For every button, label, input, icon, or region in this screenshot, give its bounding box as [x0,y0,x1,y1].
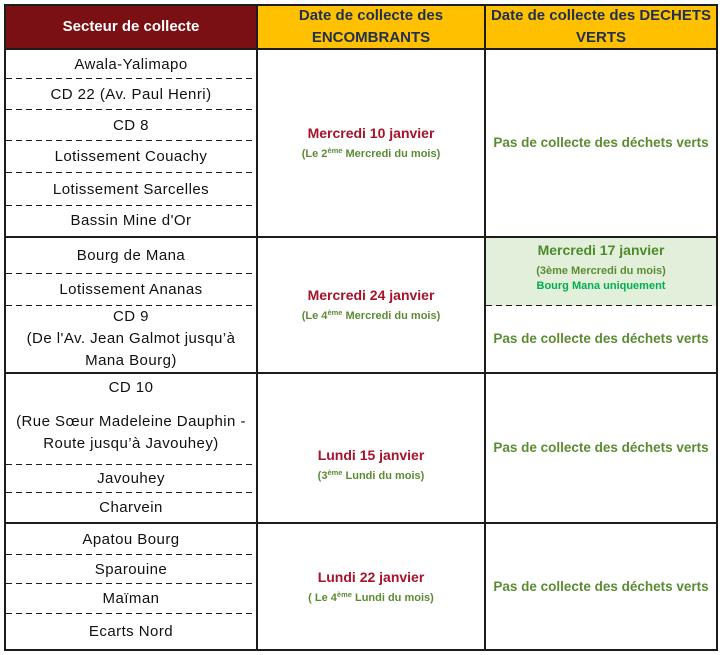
sector-cell [6,79,258,110]
sector-name: Sparouine [94,560,168,578]
sector-cell [6,141,258,173]
sector-name: Lotissement Couachy [54,148,208,165]
sector-cell [6,555,258,584]
ordinal-suffix: ème [327,146,343,155]
green-waste-cell [486,524,718,651]
header-green-waste-date [486,6,718,50]
bulky-date: Mercredi 24 janvier [307,287,435,303]
sector-cell [6,173,258,206]
note-prefix: ( Le 4 [308,591,337,604]
header-green-line: VERTS [575,29,626,46]
note-suffix: Mercredi du mois) [342,148,441,160]
sector-name: Apatou Bourg [82,530,180,548]
note-suffix: Lundi du mois) [351,591,434,604]
ordinal-suffix: ème [327,308,343,317]
sector-name: Bassin Mine d'Or [70,212,192,229]
header-sector [6,6,258,50]
header-sector-label: Secteur de collecte [62,18,200,35]
sector-name: Lotissement Sarcelles [52,180,210,198]
note-suffix: Mercredi du mois) [342,310,441,322]
sector-cell [6,614,258,651]
sector-name: CD 8 [113,116,149,134]
bulky-date-cell [258,238,486,374]
note-prefix: (Le 4 [301,310,328,322]
green-waste-cell [486,306,718,374]
green-waste-cell [486,374,718,524]
sector-cell [6,274,258,306]
bulky-date-note [318,469,425,483]
note-prefix: (Le 2 [301,148,328,160]
bulky-date-cell [258,374,486,524]
sector-name: Bourg de Mana [76,247,186,264]
bulky-date-note [308,591,434,605]
sector-name: Lotissement Ananas [59,281,203,298]
bulky-date: Lundi 22 janvier [317,568,425,585]
bulky-date-note [302,309,441,323]
bulky-date: Lundi 15 janvier [317,447,425,463]
header-bulky-date [258,6,486,50]
ordinal-suffix: ème [327,468,343,477]
sector-name-line: Mana Bourg) [85,352,177,369]
header-bulky-line: Date de collecte des [298,7,444,24]
bulky-date-cell [258,50,486,238]
sector-cell [6,50,258,79]
bulky-date: Mercredi 10 janvier [307,125,435,141]
sector-name-line: (De l'Av. Jean Galmot jusqu’à [26,330,236,347]
green-waste-cell [486,50,718,238]
ordinal-suffix: ème [336,589,352,599]
sector-name-line: CD 10 [108,378,154,396]
no-green-waste-text: Pas de collecte des déchets verts [493,331,709,346]
sector-name-line: CD 9 [113,308,149,325]
sector-cell [6,524,258,555]
bulky-date-cell [258,524,486,651]
note-suffix: Lundi du mois) [342,470,425,482]
green-waste-scope: Bourg Mana uniquement [536,279,666,292]
no-green-waste-text: Pas de collecte des déchets verts [493,440,709,455]
sector-name-line: Route jusqu’à Javouhey) [43,434,219,452]
note-prefix: (3 [317,470,328,482]
sector-name: Awala-Yalimapo [74,55,188,73]
sector-cell [6,493,258,524]
bulky-date-note [302,147,441,161]
sector-cell [6,206,258,238]
green-waste-note: (3ème Mercredi du mois) [536,264,666,277]
no-green-waste-text: Pas de collecte des déchets verts [493,578,709,594]
no-green-waste-text: Pas de collecte des déchets verts [493,135,709,150]
sector-name: Javouhey [97,470,165,487]
green-waste-date: Mercredi 17 janvier [537,241,665,258]
sector-cell [6,465,258,493]
header-green-line: Date de collecte des DECHETS [490,7,712,24]
sector-cell [6,306,258,374]
sector-cell [6,584,258,614]
sector-cell [6,238,258,274]
sector-name: Ecarts Nord [88,622,174,640]
sector-name: Charvein [99,498,163,516]
collection-schedule-table [4,4,718,651]
green-waste-highlight-cell [486,238,718,306]
header-bulky-line: ENCOMBRANTS [311,29,431,46]
sector-name: CD 22 (Av. Paul Henri) [50,85,212,103]
sector-cell [6,374,258,465]
sector-name: Maïman [102,590,160,607]
sector-name-line: (Rue Sœur Madeleine Dauphin - [16,412,246,430]
sector-cell [6,110,258,141]
